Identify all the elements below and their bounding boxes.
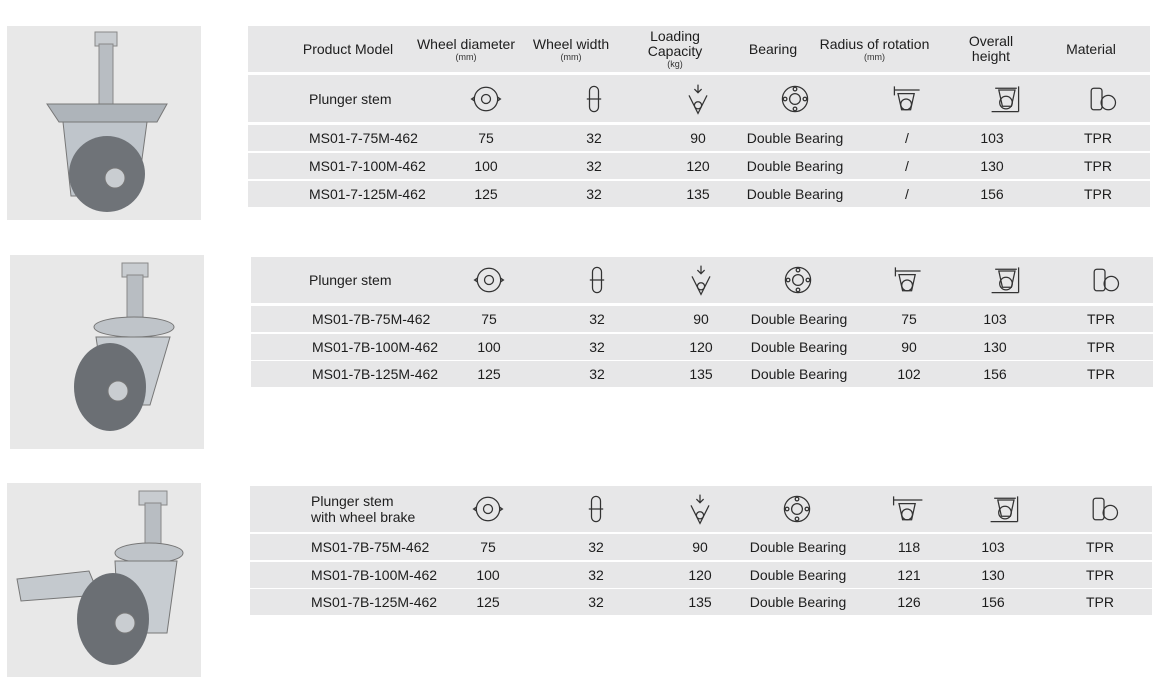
cell-material: TPR [1087, 366, 1115, 382]
table-icon-row [250, 486, 1152, 532]
cell-diameter: 125 [474, 186, 498, 202]
bearing-icon [745, 75, 845, 122]
cell-diameter: 75 [478, 130, 494, 146]
header-product-model: Product Model [302, 40, 394, 57]
header-radius-of-rotation: Radius of rotation (mm) [819, 35, 930, 62]
type-label: Plunger stem [309, 272, 392, 288]
cell-model: MS01-7B-125M-462 [311, 594, 438, 610]
cell-width: 32 [586, 130, 602, 146]
cell-width: 32 [586, 158, 602, 174]
cell-material: TPR [1087, 339, 1115, 355]
width-icon [544, 75, 644, 122]
cell-bearing: Double Bearing [746, 158, 844, 174]
cell-capacity: 135 [686, 186, 710, 202]
cell-bearing: Double Bearing [750, 339, 848, 355]
load-icon [650, 486, 750, 532]
cell-diameter: 100 [474, 158, 498, 174]
header-overall-height: Overall height [968, 33, 1014, 64]
cell-bearing: Double Bearing [749, 594, 847, 610]
overall-height-icon [956, 257, 1056, 303]
header-wheel-width: Wheel width (mm) [532, 35, 610, 62]
cell-model: MS01-7-125M-462 [309, 186, 426, 202]
diameter-icon [436, 75, 536, 122]
cell-model: MS01-7B-125M-462 [312, 366, 439, 382]
load-icon [651, 257, 751, 303]
cell-material: TPR [1086, 594, 1114, 610]
cell-bearing: Double Bearing [746, 186, 844, 202]
type-label: Plunger stem [309, 90, 392, 107]
product-image-swivel-caster [10, 255, 204, 449]
cell-radius: 126 [897, 594, 921, 610]
table-row [251, 306, 1153, 332]
cell-width: 32 [588, 539, 604, 555]
table-row [248, 181, 1150, 207]
table-row [248, 153, 1150, 179]
cell-capacity: 120 [688, 567, 712, 583]
cell-material: TPR [1084, 158, 1112, 174]
cell-diameter: 125 [477, 366, 501, 382]
cell-height: 130 [983, 339, 1007, 355]
material-icon [1055, 257, 1155, 303]
cell-radius: 118 [897, 539, 921, 555]
cell-model: MS01-7B-100M-462 [311, 567, 438, 583]
cell-width: 32 [589, 311, 605, 327]
header-wheel-diameter: Wheel diameter (mm) [416, 35, 516, 62]
cell-height: 130 [981, 567, 1005, 583]
cell-bearing: Double Bearing [746, 130, 844, 146]
width-icon [547, 257, 647, 303]
cell-width: 32 [588, 567, 604, 583]
cell-width: 32 [588, 594, 604, 610]
table-row [250, 562, 1152, 588]
cell-radius: / [905, 186, 909, 202]
table-row [248, 125, 1150, 151]
cell-bearing: Double Bearing [749, 539, 847, 555]
cell-radius: 102 [897, 366, 921, 382]
cell-bearing: Double Bearing [750, 366, 848, 382]
cell-material: TPR [1084, 186, 1112, 202]
bearing-icon [747, 486, 847, 532]
cell-diameter: 100 [477, 339, 501, 355]
cell-capacity: 90 [692, 539, 708, 555]
diameter-icon [438, 486, 538, 532]
cell-diameter: 75 [481, 311, 497, 327]
cell-diameter: 125 [476, 594, 500, 610]
cell-material: TPR [1084, 130, 1112, 146]
cell-model: MS01-7-100M-462 [309, 158, 426, 174]
cell-capacity: 135 [689, 366, 713, 382]
material-icon [1054, 486, 1154, 532]
cell-height: 156 [983, 366, 1007, 382]
bearing-icon [748, 257, 848, 303]
header-loading-capacity: Loading Capacity (kg) [647, 28, 703, 69]
cell-material: TPR [1087, 311, 1115, 327]
cell-capacity: 90 [693, 311, 709, 327]
cell-capacity: 120 [686, 158, 710, 174]
load-icon [648, 75, 748, 122]
cell-diameter: 75 [480, 539, 496, 555]
header-bearing: Bearing [748, 40, 798, 57]
table-header-row [248, 26, 1150, 72]
diameter-icon [439, 257, 539, 303]
table-icon-row [251, 257, 1153, 303]
product-image-fixed-caster [7, 26, 201, 220]
cell-radius: 75 [901, 311, 917, 327]
table-icon-row [248, 75, 1150, 122]
cell-radius: / [905, 158, 909, 174]
cell-height: 130 [980, 158, 1004, 174]
cell-capacity: 120 [689, 339, 713, 355]
cell-width: 32 [586, 186, 602, 202]
cell-radius: 121 [897, 567, 921, 583]
cell-radius: 90 [901, 339, 917, 355]
cell-bearing: Double Bearing [750, 311, 848, 327]
cell-model: MS01-7B-75M-462 [311, 539, 430, 555]
material-icon [1052, 75, 1152, 122]
cell-bearing: Double Bearing [749, 567, 847, 583]
cell-width: 32 [589, 339, 605, 355]
rotation-radius-icon [858, 257, 958, 303]
product-image-brake-caster [7, 483, 201, 677]
table-row [251, 334, 1153, 360]
cell-model: MS01-7-75M-462 [309, 130, 418, 146]
spec-table-1 [248, 26, 1150, 207]
cell-capacity: 90 [690, 130, 706, 146]
overall-height-icon [955, 486, 1055, 532]
cell-model: MS01-7B-100M-462 [312, 339, 439, 355]
spec-table-2 [251, 257, 1153, 387]
cell-height: 156 [981, 594, 1005, 610]
cell-width: 32 [589, 366, 605, 382]
cell-capacity: 135 [688, 594, 712, 610]
cell-material: TPR [1086, 539, 1114, 555]
rotation-radius-icon [858, 486, 958, 532]
cell-height: 103 [983, 311, 1007, 327]
cell-material: TPR [1086, 567, 1114, 583]
cell-diameter: 100 [476, 567, 500, 583]
overall-height-icon [956, 75, 1056, 122]
cell-radius: / [905, 130, 909, 146]
rotation-radius-icon [857, 75, 957, 122]
type-label: Plunger stem with wheel brake [311, 493, 416, 525]
table-row [250, 589, 1152, 615]
spec-table-3 [250, 486, 1152, 615]
cell-model: MS01-7B-75M-462 [312, 311, 431, 327]
table-row [251, 361, 1153, 387]
cell-height: 103 [980, 130, 1004, 146]
width-icon [546, 486, 646, 532]
cell-height: 156 [980, 186, 1004, 202]
header-material: Material [1066, 40, 1116, 57]
table-row [250, 534, 1152, 560]
cell-height: 103 [981, 539, 1005, 555]
